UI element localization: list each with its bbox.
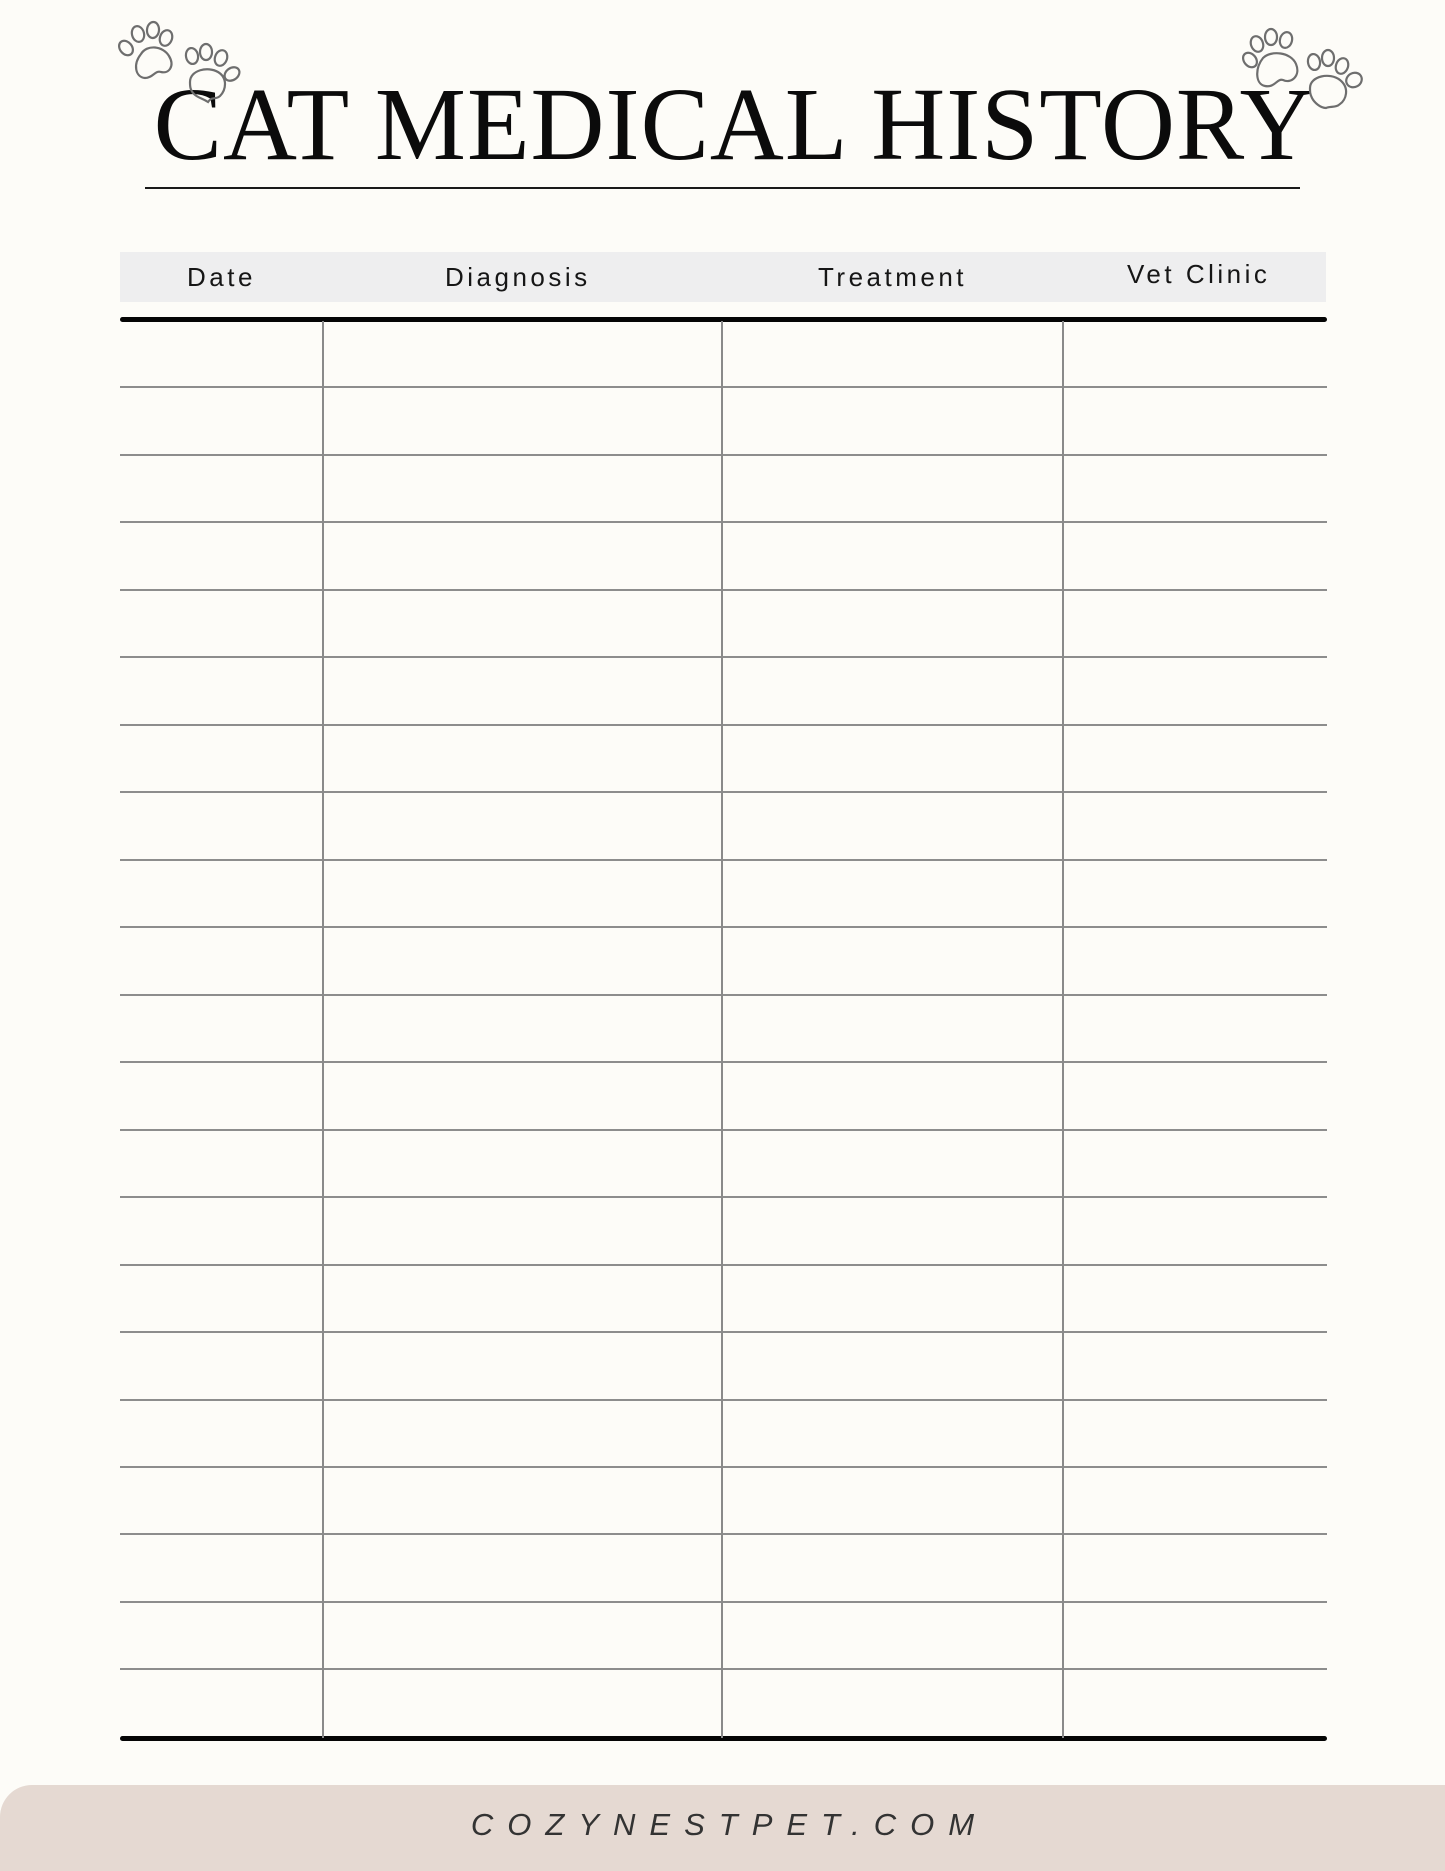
treatment-cell[interactable]: [721, 1603, 1062, 1668]
diagnosis-cell[interactable]: [322, 1333, 721, 1398]
table-body: [120, 321, 1327, 1738]
diagnosis-cell[interactable]: [322, 861, 721, 926]
diagnosis-cell[interactable]: [322, 523, 721, 588]
diagnosis-cell[interactable]: [322, 1670, 721, 1737]
vet-clinic-cell[interactable]: [1062, 996, 1327, 1061]
date-cell[interactable]: [120, 1535, 322, 1600]
table-row: [120, 793, 1327, 860]
treatment-cell[interactable]: [721, 591, 1062, 656]
treatment-cell[interactable]: [721, 1670, 1062, 1737]
treatment-cell[interactable]: [721, 1131, 1062, 1196]
treatment-cell[interactable]: [721, 456, 1062, 521]
vet-clinic-cell[interactable]: [1062, 726, 1327, 791]
table-row: [120, 1266, 1327, 1333]
vet-clinic-cell[interactable]: [1062, 591, 1327, 656]
table-row: [120, 1131, 1327, 1198]
vet-clinic-cell[interactable]: [1062, 658, 1327, 723]
date-cell[interactable]: [120, 726, 322, 791]
diagnosis-cell[interactable]: [322, 658, 721, 723]
vet-clinic-cell[interactable]: [1062, 1266, 1327, 1331]
website-link[interactable]: COZYNESTPET.COM: [470, 1807, 989, 1842]
vet-clinic-cell[interactable]: [1062, 388, 1327, 453]
table-row: [120, 1198, 1327, 1265]
column-header-diagnosis: Diagnosis: [445, 262, 591, 292]
vet-clinic-cell[interactable]: [1062, 321, 1327, 386]
treatment-cell[interactable]: [721, 1198, 1062, 1263]
table-row: [120, 1468, 1327, 1535]
column-divider: [721, 321, 723, 1738]
diagnosis-cell[interactable]: [322, 1131, 721, 1196]
date-cell[interactable]: [120, 1131, 322, 1196]
diagnosis-cell[interactable]: [322, 1468, 721, 1533]
treatment-cell[interactable]: [721, 793, 1062, 858]
vet-clinic-cell[interactable]: [1062, 793, 1327, 858]
table-row: [120, 861, 1327, 928]
table-row: [120, 658, 1327, 725]
treatment-cell[interactable]: [721, 1535, 1062, 1600]
date-cell[interactable]: [120, 388, 322, 453]
date-cell[interactable]: [120, 1670, 322, 1737]
treatment-cell[interactable]: [721, 523, 1062, 588]
date-cell[interactable]: [120, 321, 322, 386]
date-cell[interactable]: [120, 1468, 322, 1533]
table-row: [120, 591, 1327, 658]
diagnosis-cell[interactable]: [322, 1198, 721, 1263]
vet-clinic-cell[interactable]: [1062, 1535, 1327, 1600]
footer: [0, 1785, 1445, 1871]
treatment-cell[interactable]: [721, 388, 1062, 453]
date-cell[interactable]: [120, 1603, 322, 1668]
table-row: [120, 1333, 1327, 1400]
date-cell[interactable]: [120, 1198, 322, 1263]
column-divider: [322, 321, 324, 1738]
table-row: [120, 523, 1327, 590]
paw-print-icon: [1241, 30, 1303, 88]
page-title: CAT MEDICAL HISTORY: [153, 67, 1315, 182]
paw-print-icon: [117, 24, 179, 82]
date-cell[interactable]: [120, 861, 322, 926]
vet-clinic-cell[interactable]: [1062, 1198, 1327, 1263]
title-underline: [145, 187, 1300, 189]
date-cell[interactable]: [120, 793, 322, 858]
date-cell[interactable]: [120, 1063, 322, 1128]
table-row: [120, 388, 1327, 455]
column-header-date: Date: [187, 262, 256, 292]
table-row: [120, 1603, 1327, 1670]
vet-clinic-cell[interactable]: [1062, 1670, 1327, 1737]
date-cell[interactable]: [120, 658, 322, 723]
date-cell[interactable]: [120, 1401, 322, 1466]
table-row: [120, 1401, 1327, 1468]
diagnosis-cell[interactable]: [322, 793, 721, 858]
vet-clinic-cell[interactable]: [1062, 1063, 1327, 1128]
treatment-cell[interactable]: [721, 1266, 1062, 1331]
vet-clinic-cell[interactable]: [1062, 1401, 1327, 1466]
table-row: [120, 456, 1327, 523]
treatment-cell[interactable]: [721, 658, 1062, 723]
table-row: [120, 928, 1327, 995]
column-header-vet-clinic: Vet Clinic: [1127, 259, 1271, 289]
treatment-cell[interactable]: [721, 321, 1062, 386]
treatment-cell[interactable]: [721, 996, 1062, 1061]
vet-clinic-cell[interactable]: [1062, 1333, 1327, 1398]
diagnosis-cell[interactable]: [322, 388, 721, 453]
treatment-cell[interactable]: [721, 1063, 1062, 1128]
table-row: [120, 321, 1327, 388]
column-header-treatment: Treatment: [818, 262, 968, 292]
treatment-cell[interactable]: [721, 1468, 1062, 1533]
table-row: [120, 996, 1327, 1063]
treatment-cell[interactable]: [721, 1333, 1062, 1398]
treatment-cell[interactable]: [721, 726, 1062, 791]
vet-clinic-cell[interactable]: [1062, 1603, 1327, 1668]
treatment-cell[interactable]: [721, 928, 1062, 993]
table-row: [120, 1670, 1327, 1737]
table-header: [120, 252, 1326, 302]
diagnosis-cell[interactable]: [322, 456, 721, 521]
date-cell[interactable]: [120, 1333, 322, 1398]
vet-clinic-cell[interactable]: [1062, 861, 1327, 926]
column-divider: [1062, 321, 1064, 1738]
diagnosis-cell[interactable]: [322, 591, 721, 656]
date-cell[interactable]: [120, 523, 322, 588]
vet-clinic-cell[interactable]: [1062, 523, 1327, 588]
vet-clinic-cell[interactable]: [1062, 1468, 1327, 1533]
vet-clinic-cell[interactable]: [1062, 456, 1327, 521]
date-cell[interactable]: [120, 996, 322, 1061]
vet-clinic-cell[interactable]: [1062, 928, 1327, 993]
diagnosis-cell[interactable]: [322, 928, 721, 993]
diagnosis-cell[interactable]: [322, 996, 721, 1061]
diagnosis-cell[interactable]: [322, 321, 721, 386]
vet-clinic-cell[interactable]: [1062, 1131, 1327, 1196]
date-cell[interactable]: [120, 1266, 322, 1331]
treatment-cell[interactable]: [721, 861, 1062, 926]
paw-print-icon: [1302, 50, 1364, 110]
diagnosis-cell[interactable]: [322, 1266, 721, 1331]
diagnosis-cell[interactable]: [322, 1063, 721, 1128]
treatment-cell[interactable]: [721, 1401, 1062, 1466]
table-row: [120, 726, 1327, 793]
diagnosis-cell[interactable]: [322, 1603, 721, 1668]
diagnosis-cell[interactable]: [322, 1535, 721, 1600]
diagnosis-cell[interactable]: [322, 726, 721, 791]
date-cell[interactable]: [120, 928, 322, 993]
date-cell[interactable]: [120, 456, 322, 521]
date-cell[interactable]: [120, 591, 322, 656]
table-row: [120, 1063, 1327, 1130]
table-row: [120, 1535, 1327, 1602]
paw-print-icon: [180, 46, 242, 104]
diagnosis-cell[interactable]: [322, 1401, 721, 1466]
